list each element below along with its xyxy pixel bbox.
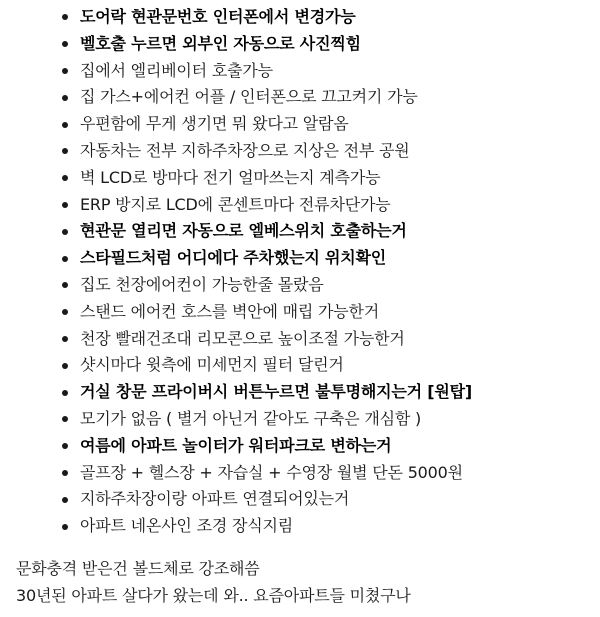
list-item — [0, 460, 600, 487]
bullet-icon — [62, 416, 68, 422]
list-item — [0, 58, 600, 85]
list-item — [0, 433, 600, 460]
bullet-icon — [62, 41, 68, 47]
list-item — [0, 299, 600, 326]
list-item-text: 여름에 아파트 놀이터가 워터파크로 변하는거 — [80, 435, 392, 455]
bullet-icon — [62, 229, 68, 235]
list-item — [0, 379, 600, 406]
footer-note: 문화충격 받은건 볼드체로 강조해씀 — [16, 559, 260, 578]
list-item-text: 집에서 엘리베이터 호출가능 — [80, 60, 273, 80]
list-item-text: 아파트 네온사인 조경 장식지림 — [80, 516, 293, 536]
list-item-text: 집 가스+에어컨 어플 / 인터폰으로 끄고켜기 가능 — [80, 87, 418, 107]
list-item — [0, 111, 600, 138]
list-item-text: ERP 방지로 LCD에 콘센트마다 전류차단가능 — [80, 194, 391, 214]
bullet-icon — [62, 497, 68, 503]
bullet-icon — [62, 148, 68, 154]
bullet-icon — [62, 443, 68, 449]
feature-list — [0, 4, 600, 540]
bullet-icon — [62, 95, 68, 101]
bullet-icon — [62, 470, 68, 476]
list-item — [0, 326, 600, 353]
list-item-text: 골프장 + 헬스장 + 자습실 + 수영장 월별 단돈 5000원 — [80, 462, 463, 482]
bullet-icon — [62, 202, 68, 208]
bullet-icon — [62, 175, 68, 181]
list-item — [0, 245, 600, 272]
list-item-text: 현관문 열리면 자동으로 엘베스위치 호출하는거 — [80, 221, 407, 241]
list-item — [0, 406, 600, 433]
bullet-icon — [62, 68, 68, 74]
bullet-icon — [62, 14, 68, 20]
list-item — [0, 513, 600, 540]
footer-comment: 30년된 아파트 살다가 왔는데 와.. 요즘아파트들 미쳤구나 — [16, 586, 411, 605]
bullet-icon — [62, 256, 68, 262]
list-item-text: 스탠드 에어컨 호스를 벽안에 매립 가능한거 — [80, 301, 380, 321]
list-item — [0, 165, 600, 192]
bullet-icon — [62, 363, 68, 369]
bullet-icon — [62, 282, 68, 288]
bullet-icon — [62, 524, 68, 530]
list-item-text: 모기가 없음 ( 별거 아닌거 같아도 구축은 개심함 ) — [80, 408, 422, 428]
list-item-text: 우편함에 무게 생기면 뭐 왔다고 알람옴 — [80, 114, 349, 134]
list-item — [0, 192, 600, 219]
list-item — [0, 486, 600, 513]
bullet-icon — [62, 122, 68, 128]
list-item — [0, 218, 600, 245]
list-item — [0, 352, 600, 379]
list-item-text: 집도 천장에어컨이 가능한줄 몰랐음 — [80, 274, 324, 294]
list-item — [0, 84, 600, 111]
bullet-icon — [62, 336, 68, 342]
list-item-text: 도어락 현관문번호 인터폰에서 변경가능 — [80, 7, 356, 26]
list-item — [0, 138, 600, 165]
list-item-text: 벽 LCD로 방마다 전기 얼마쓰는지 계측가능 — [80, 167, 381, 187]
list-item-text: 지하주차장이랑 아파트 연결되어있는거 — [80, 489, 350, 509]
list-item-text: 거실 창문 프라이버시 버튼누르면 불투명해지는거 [원탑] — [80, 382, 472, 402]
list-item-text: 벨호출 누르면 외부인 자동으로 사진찍힘 — [80, 33, 361, 53]
list-item-text: 자동차는 전부 지하주차장으로 지상은 전부 공원 — [80, 140, 410, 160]
list-item — [0, 272, 600, 299]
list-item-text: 스타필드처럼 어디에다 주차했는지 위치확인 — [80, 248, 386, 268]
list-item — [0, 31, 600, 58]
post-footer — [16, 555, 411, 609]
list-item — [0, 4, 600, 31]
list-item-text: 샷시마다 윗측에 미세먼지 필터 달린거 — [80, 355, 344, 375]
bullet-icon — [62, 390, 68, 396]
bullet-icon — [62, 309, 68, 315]
list-item-text: 천장 빨래건조대 리모콘으로 높이조절 가능한거 — [80, 328, 405, 348]
